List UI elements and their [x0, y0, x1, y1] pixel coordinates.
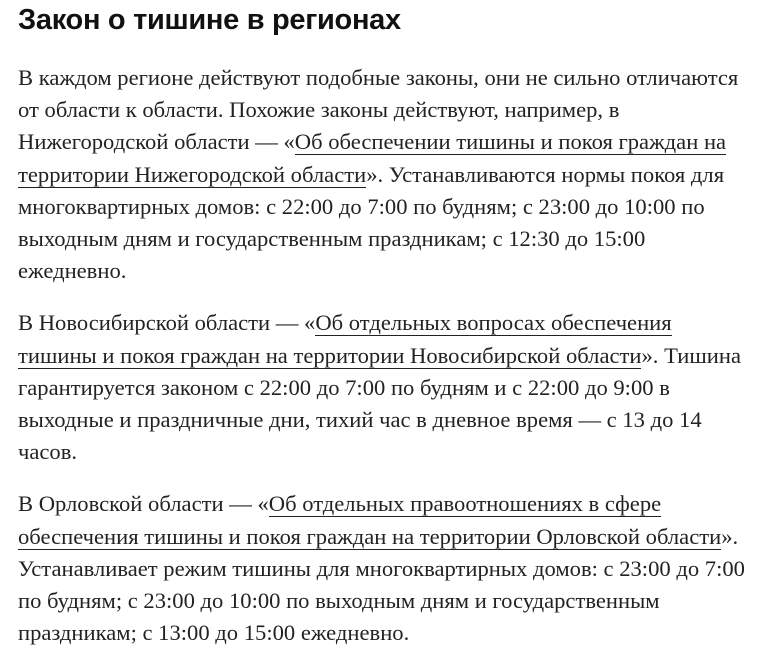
- paragraph-text: В Орловской области — «: [18, 491, 269, 517]
- paragraph-text: В каждом регионе действуют подобные законы, они не сильно отличаются от области к области. Похожие законы действуют, например, в Нижегородской области — «: [18, 65, 739, 155]
- law-link-nizhny-novgorod[interactable]: Об обеспечении тишины и покоя граждан на территории Нижегородской области: [18, 129, 727, 187]
- paragraph-text: ». Устанавливает режим тишины для многоквартирных домов: с 23:00 до 7:00 по будням; с 23:00 до 10:00 по выходным дням и государственным праздникам; с 13:00 до 15:00 ежедневно.: [18, 523, 745, 646]
- paragraph-nizhny-novgorod: [18, 62, 752, 287]
- section-heading: Закон о тишине в регионах: [18, 4, 401, 36]
- paragraph-text: В Новосибирской области — «: [18, 310, 316, 336]
- paragraph-text: ». Тишина гарантируется законом с 22:00 до 7:00 по будням и с 22:00 до 9:00 в выходные и праздничные дни, тихий час в дневное время — с 13 до 14 часов.: [18, 342, 742, 465]
- paragraph-novosibirsk: [18, 307, 752, 468]
- law-link-oryol[interactable]: Об отдельных правоотношениях в сфере обеспечения тишины и покоя граждан на территории Орловской области: [18, 491, 722, 549]
- paragraph-text: ». Устанавливаются нормы покоя для многоквартирных домов: с 22:00 до 7:00 по будням; с 23:00 до 10:00 по выходным дням и государственным праздникам; с 12:30 до 15:00 ежедневно.: [18, 161, 725, 284]
- paragraph-oryol: [18, 488, 752, 649]
- law-link-novosibirsk[interactable]: Об отдельных вопросах обеспечения тишины и покоя граждан на территории Новосибирской области: [18, 310, 672, 368]
